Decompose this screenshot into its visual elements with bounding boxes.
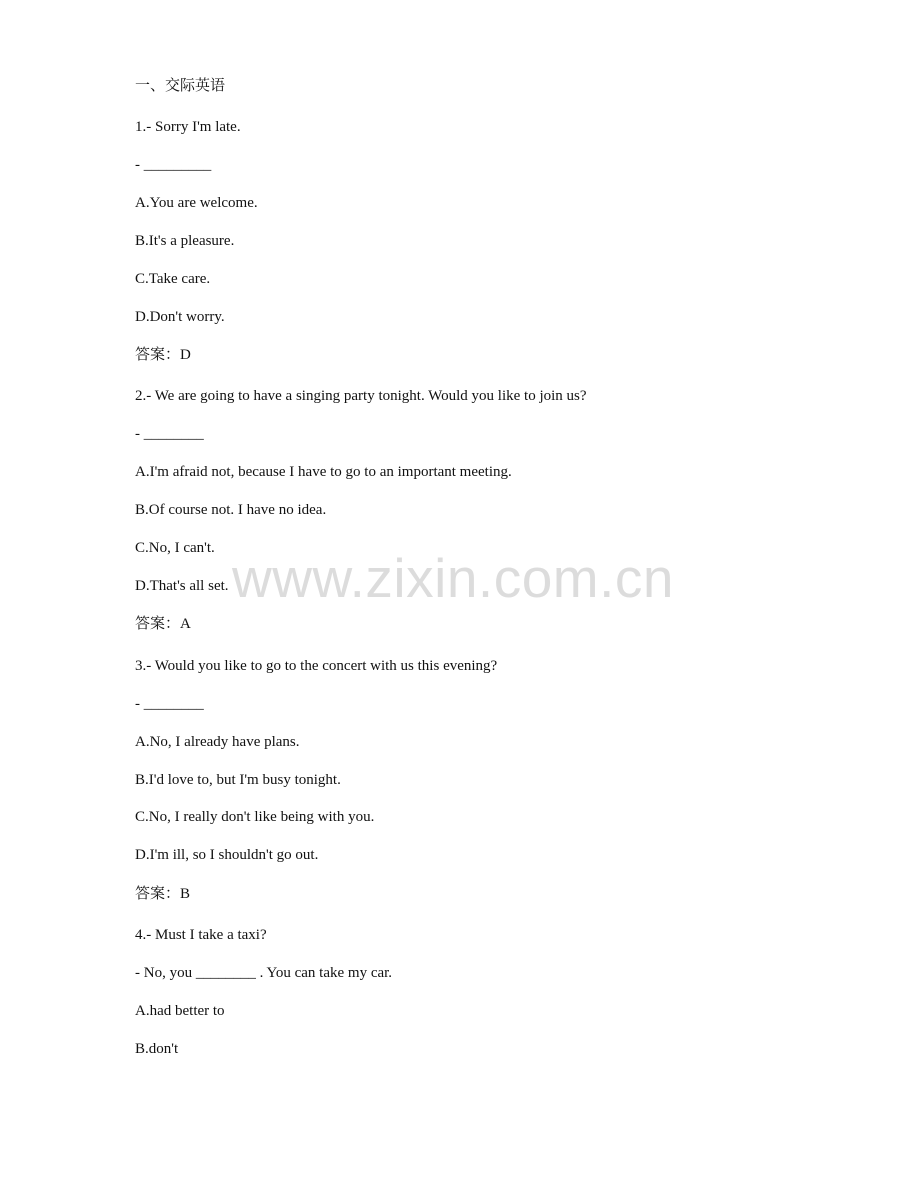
question-4-prompt: 4.- Must I take a taxi?	[135, 927, 267, 943]
question-4-option-a: A.had better to	[135, 1003, 225, 1019]
question-2-option-a: A.I'm afraid not, because I have to go to an important meeting.	[135, 464, 512, 480]
question-4-reply: - No, you ________ . You can take my car.	[135, 965, 393, 981]
question-1-option-d: D.Don't worry.	[135, 309, 225, 325]
question-3-option-d: D.I'm ill, so I shouldn't go out.	[135, 847, 319, 863]
question-2-option-c: C.No, I can't.	[135, 540, 215, 556]
question-3-reply: - ________	[135, 696, 204, 712]
question-2-reply: - ________	[135, 426, 204, 442]
question-2-option-d: D.That's all set.	[135, 578, 229, 594]
question-3-answer: 答案：B	[135, 886, 191, 902]
section-title: 一、交际英语	[135, 78, 226, 94]
question-1-option-a: A.You are welcome.	[135, 195, 258, 211]
question-3-option-b: B.I'd love to, but I'm busy tonight.	[135, 772, 341, 788]
question-1-prompt: 1.- Sorry I'm late.	[135, 119, 241, 135]
question-1-option-c: C.Take care.	[135, 271, 211, 287]
question-2-prompt: 2.- We are going to have a singing party tonight. Would you like to join us?	[135, 388, 587, 404]
question-1-answer: 答案：D	[135, 347, 191, 363]
question-3-prompt: 3.- Would you like to go to the concert with us this evening?	[135, 658, 498, 674]
question-2-option-b: B.Of course not. I have no idea.	[135, 502, 327, 518]
question-3-option-a: A.No, I already have plans.	[135, 734, 300, 750]
question-1-reply: - _________	[135, 157, 212, 173]
question-1-option-b: B.It's a pleasure.	[135, 233, 235, 249]
question-3-option-c: C.No, I really don't like being with you.	[135, 809, 375, 825]
question-2-answer: 答案：A	[135, 616, 191, 632]
question-4-option-b: B.don't	[135, 1041, 179, 1057]
watermark: www.zixin.com.cn	[232, 547, 674, 609]
